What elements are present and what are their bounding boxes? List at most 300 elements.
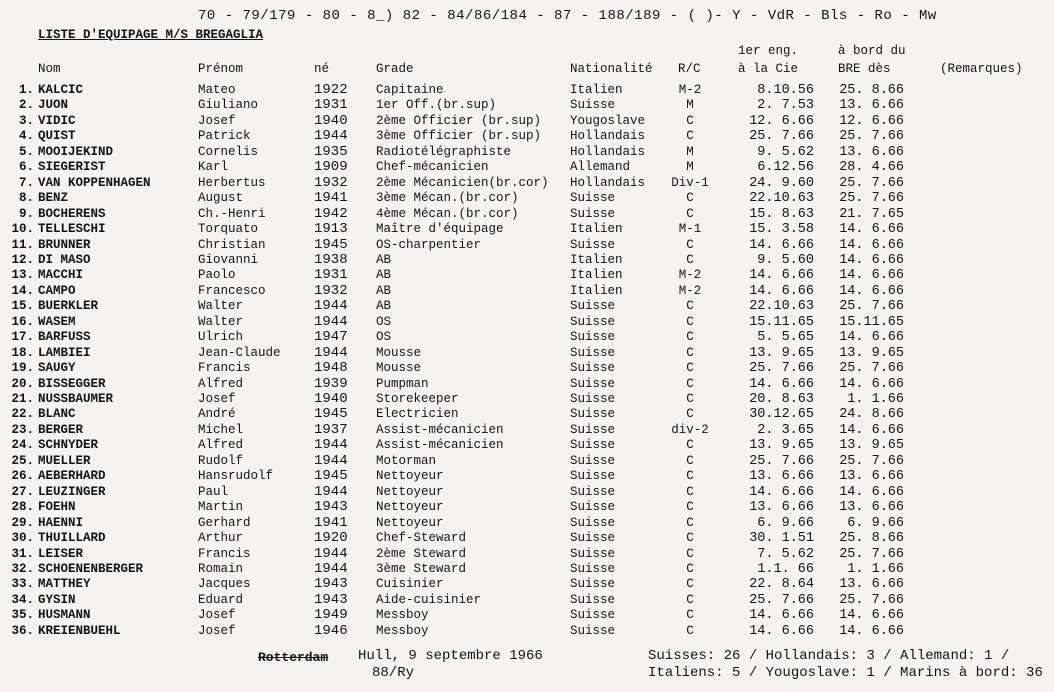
contract-code: C: [686, 453, 694, 468]
rank: Mousse: [376, 361, 422, 376]
rank: OS-charpentier: [376, 237, 482, 252]
nationality-summary-line2: Italiens: 5 / Yougoslave: 1 / Marins à bord: 36: [648, 665, 1043, 681]
table-row: [0, 191, 1054, 206]
on-board-date: 14. 6.66: [839, 422, 904, 438]
birth-year: 1944: [314, 560, 348, 577]
first-name: Cornelis: [198, 144, 259, 159]
first-name: Ulrich: [198, 330, 244, 345]
birth-year: 1935: [314, 143, 348, 160]
table-row: [0, 346, 1054, 361]
on-board-date: 13. 9.65: [839, 438, 904, 454]
first-name: Jacques: [198, 577, 251, 592]
contract-code: C: [686, 531, 694, 546]
table-row: [0, 176, 1054, 191]
first-engagement-date: 14. 6.66: [749, 237, 814, 253]
contract-code: C: [686, 361, 694, 376]
nationality-summary-line1: Suisses: 26 / Hollandais: 3 / Allemand: 1 /: [648, 648, 1010, 664]
first-engagement-date: 22.10.63: [749, 299, 814, 315]
rank: Cuisinier: [376, 577, 444, 592]
table-row: [0, 593, 1054, 608]
on-board-date: 13. 6.66: [839, 577, 904, 593]
surname: LEUZINGER: [38, 484, 106, 499]
first-engagement-date: 12. 6.66: [749, 113, 814, 129]
rank: Chef-mécanicien: [376, 160, 489, 175]
first-engagement-date: 22. 8.64: [749, 577, 814, 593]
on-board-date: 1. 1.66: [847, 392, 904, 407]
row-number: 21.: [11, 392, 34, 406]
contract-code: C: [686, 608, 694, 623]
first-name: Ch.-Henri: [198, 206, 266, 221]
col-header-eng-line1: 1er eng.: [738, 44, 799, 58]
table-row: [0, 469, 1054, 484]
nationality: Italien: [570, 268, 623, 283]
surname: SAUGY: [38, 361, 76, 376]
first-name: Walter: [198, 314, 244, 329]
first-name: Martin: [198, 500, 244, 515]
on-board-date: 14. 6.66: [839, 330, 904, 346]
birth-year: 1932: [314, 282, 348, 299]
on-board-date: 14. 6.66: [839, 222, 904, 238]
first-engagement-date: 2. 3.65: [757, 422, 814, 438]
nationality: Suisse: [570, 453, 616, 468]
rank: Nettoyeur: [376, 515, 444, 530]
table-row: [0, 330, 1054, 345]
first-engagement-date: 15. 3.58: [749, 222, 814, 238]
first-engagement-date: 7. 5.62: [757, 546, 814, 562]
nationality: Suisse: [570, 608, 616, 623]
rank: 4ème Mécan.(br.cor): [376, 206, 519, 221]
birth-year: 1943: [314, 499, 348, 516]
surname: BARFUSS: [38, 330, 91, 345]
rank: 2ème Steward: [376, 546, 467, 561]
table-row: [0, 624, 1054, 639]
birth-year: 1931: [314, 267, 348, 284]
first-engagement-date: 1.1. 66: [757, 561, 814, 577]
row-number: 8.: [18, 191, 34, 206]
contract-code: C: [686, 113, 694, 128]
rank: 2ème Mécanicien(br.cor): [376, 175, 549, 190]
first-name: Eduard: [198, 592, 244, 607]
row-number: 29.: [11, 515, 34, 530]
surname: HAENNI: [38, 515, 84, 530]
nationality: Hollandais: [570, 144, 646, 159]
rank: Pumpman: [376, 376, 429, 391]
on-board-date: 13. 6.66: [839, 98, 904, 114]
first-name: Josef: [198, 623, 236, 638]
first-engagement-date: 13. 6.66: [749, 500, 814, 516]
contract-code: Div-1: [671, 175, 709, 190]
on-board-date: 13. 9.65: [839, 345, 904, 361]
birth-year: 1947: [314, 329, 348, 346]
row-number: 24.: [11, 438, 34, 453]
first-engagement-date: 14. 6.66: [749, 376, 814, 392]
on-board-date: 25. 7.66: [839, 129, 904, 145]
first-engagement-date: 25. 7.66: [749, 129, 814, 145]
nationality: Suisse: [570, 438, 616, 453]
birth-year: 1937: [314, 421, 348, 438]
table-row: [0, 562, 1054, 577]
on-board-date: 25. 7.66: [839, 546, 904, 562]
table-row: [0, 608, 1054, 623]
nationality: Suisse: [570, 469, 616, 484]
surname: KREIENBUEHL: [38, 623, 121, 638]
first-name: Christian: [198, 237, 266, 252]
first-name: Francesco: [198, 283, 266, 298]
surname: QUIST: [38, 129, 76, 144]
nationality: Suisse: [570, 500, 616, 515]
birth-year: 1913: [314, 221, 348, 238]
surname: DI MASO: [38, 252, 91, 267]
rank: AB: [376, 268, 392, 283]
table-row: [0, 129, 1054, 144]
birth-year: 1909: [314, 159, 348, 176]
surname: BOCHERENS: [38, 206, 106, 221]
row-number: 31.: [11, 546, 34, 561]
row-number: 15.: [11, 299, 34, 314]
contract-code: C: [686, 376, 694, 391]
on-board-date: 14. 6.66: [839, 283, 904, 299]
surname: LEISER: [38, 546, 84, 561]
contract-code: div-2: [671, 422, 709, 437]
table-row: [0, 438, 1054, 453]
surname: BENZ: [38, 191, 69, 206]
struck-place-name: Rotterdam: [258, 650, 329, 665]
row-number: 28.: [11, 500, 34, 515]
first-engagement-date: 9. 5.62: [757, 144, 814, 160]
first-engagement-date: 13. 6.66: [749, 469, 814, 485]
col-header-nom: Nom: [38, 62, 61, 76]
surname: THUILLARD: [38, 531, 106, 546]
table-row: [0, 407, 1054, 422]
first-name: Francis: [198, 546, 251, 561]
first-name: André: [198, 407, 236, 422]
first-name: Michel: [198, 422, 244, 437]
contract-code: C: [686, 407, 694, 422]
contract-code: C: [686, 500, 694, 515]
surname: SCHOENENBERGER: [38, 561, 144, 576]
contract-code: M-1: [678, 222, 702, 237]
contract-code: C: [686, 592, 694, 607]
nationality: Suisse: [570, 361, 616, 376]
on-board-date: 24. 8.66: [839, 407, 904, 423]
contract-code: C: [686, 237, 694, 252]
contract-code: C: [686, 191, 694, 206]
rank: OS: [376, 330, 392, 345]
rank: Messboy: [376, 623, 429, 638]
first-engagement-date: 22.10.63: [749, 191, 814, 207]
place-and-date: Hull, 9 septembre 1966: [358, 648, 543, 664]
birth-year: 1944: [314, 545, 348, 562]
contract-code: M: [686, 160, 694, 175]
contract-code: C: [686, 577, 694, 592]
first-name: Arthur: [198, 531, 244, 546]
birth-year: 1940: [314, 391, 348, 407]
nationality: Suisse: [570, 546, 616, 561]
first-engagement-date: 14. 6.66: [749, 623, 814, 639]
nationality: Italien: [570, 283, 623, 298]
row-number: 9.: [18, 206, 34, 221]
nationality: Hollandais: [570, 129, 646, 144]
table-row: [0, 253, 1054, 268]
first-engagement-date: 6.12.56: [757, 160, 814, 176]
first-engagement-date: 14. 6.66: [749, 268, 814, 284]
birth-year: 1938: [314, 251, 348, 268]
nationality: Suisse: [570, 561, 616, 576]
nationality: Suisse: [570, 376, 616, 391]
rank: 3ème Officier (br.sup): [376, 129, 542, 144]
row-number: 11.: [11, 237, 34, 252]
table-row: [0, 500, 1054, 515]
on-board-date: 14. 6.66: [839, 268, 904, 284]
row-number: 32.: [11, 561, 34, 576]
nationality: Suisse: [570, 330, 616, 345]
reference-codes-line: 70 - 79/179 - 80 - 8_) 82 - 84/86/184 - 87 - 188/189 - ( )- Y - VdR - Bls - Ro - Mw: [198, 8, 937, 24]
row-number: 13.: [11, 268, 34, 283]
table-row: [0, 377, 1054, 392]
nationality: Allemand: [570, 160, 631, 175]
surname: SCHNYDER: [38, 438, 99, 453]
first-name: Josef: [198, 392, 236, 406]
on-board-date: 15.11.65: [839, 314, 904, 330]
on-board-date: 25. 8.66: [839, 531, 904, 547]
on-board-date: 25. 7.66: [839, 299, 904, 315]
on-board-date: 13. 6.66: [839, 500, 904, 516]
first-name: Josef: [198, 608, 236, 623]
rank: Storekeeper: [376, 392, 459, 406]
first-name: Karl: [198, 160, 229, 175]
first-engagement-date: 15.11.65: [749, 314, 814, 330]
rank: Motorman: [376, 453, 437, 468]
on-board-date: 28. 4.66: [839, 160, 904, 176]
table-row: [0, 392, 1054, 407]
nationality: Italien: [570, 252, 623, 267]
row-number: 16.: [11, 314, 34, 329]
row-number: 5.: [18, 144, 34, 159]
table-row: [0, 361, 1054, 376]
surname: CAMPO: [38, 283, 76, 298]
contract-code: C: [686, 345, 694, 360]
surname: BRUNNER: [38, 237, 91, 252]
first-engagement-date: 24. 9.60: [749, 175, 814, 191]
rank: Assist-mécanicien: [376, 438, 504, 453]
table-row: [0, 516, 1054, 531]
rank: 3ème Mécan.(br.cor): [376, 191, 519, 206]
contract-code: M-2: [678, 83, 702, 97]
rank: OS: [376, 314, 392, 329]
col-header-remarques: (Remarques): [940, 62, 1023, 76]
birth-year: 1945: [314, 406, 348, 423]
surname: BISSEGGER: [38, 376, 106, 391]
birth-year: 1932: [314, 174, 348, 191]
on-board-date: 14. 6.66: [839, 237, 904, 253]
birth-year: 1941: [314, 190, 348, 207]
first-engagement-date: 2. 7.53: [757, 98, 814, 114]
table-row: [0, 207, 1054, 222]
contract-code: C: [686, 484, 694, 499]
table-row: [0, 238, 1054, 253]
table-row: [0, 83, 1054, 98]
contract-code: C: [686, 623, 694, 638]
birth-year: 1941: [314, 514, 348, 531]
nationality: Suisse: [570, 422, 616, 437]
row-number: 7.: [18, 175, 34, 190]
contract-code: C: [686, 561, 694, 576]
first-name: Paolo: [198, 268, 236, 283]
rank: AB: [376, 299, 392, 314]
on-board-date: 25. 7.66: [839, 191, 904, 207]
on-board-date: 21. 7.65: [839, 206, 904, 222]
surname: NUSSBAUMER: [38, 392, 114, 406]
table-row: [0, 577, 1054, 592]
birth-year: 1945: [314, 236, 348, 253]
nationality: Suisse: [570, 299, 616, 314]
on-board-date: 14. 6.66: [839, 252, 904, 268]
first-engagement-date: 14. 6.66: [749, 283, 814, 299]
surname: FOEHN: [38, 500, 76, 515]
first-name: Francis: [198, 361, 251, 376]
surname: MATTHEY: [38, 577, 91, 592]
nationality: Suisse: [570, 206, 616, 221]
contract-code: C: [686, 546, 694, 561]
table-row: [0, 531, 1054, 546]
first-name: Alfred: [198, 376, 244, 391]
rank: Maître d'équipage: [376, 222, 504, 237]
first-name: Jean-Claude: [198, 345, 281, 360]
document-title: LISTE D'EQUIPAGE M/S BREGAGLIA: [38, 28, 264, 42]
surname: BLANC: [38, 407, 76, 422]
contract-code: M-2: [678, 268, 702, 283]
first-engagement-date: 8.10.56: [757, 83, 814, 98]
rank: Radiotélégraphiste: [376, 144, 512, 159]
nationality: Suisse: [570, 515, 616, 530]
row-number: 30.: [11, 531, 34, 546]
contract-code: C: [686, 469, 694, 484]
row-number: 27.: [11, 484, 34, 499]
row-number: 2.: [18, 98, 34, 113]
first-name: Paul: [198, 484, 229, 499]
table-row: [0, 547, 1054, 562]
row-number: 10.: [11, 222, 34, 237]
on-board-date: 6. 9.66: [847, 515, 904, 531]
first-name: Walter: [198, 299, 244, 314]
table-row: [0, 114, 1054, 129]
first-engagement-date: 5. 5.65: [757, 330, 814, 346]
surname: BERGER: [38, 422, 84, 437]
first-name: Josef: [198, 113, 236, 128]
birth-year: 1944: [314, 452, 348, 469]
row-number: 18.: [11, 345, 34, 360]
surname: MUELLER: [38, 453, 91, 468]
table-row: [0, 284, 1054, 299]
nationality: Yougoslave: [570, 113, 646, 128]
on-board-date: 14. 6.66: [839, 608, 904, 624]
first-name: Rudolf: [198, 453, 244, 468]
first-engagement-date: 25. 7.66: [749, 361, 814, 377]
col-header-bord-line1: à bord du: [838, 44, 906, 58]
row-number: 1.: [18, 83, 34, 97]
rank: Capitaine: [376, 83, 444, 97]
birth-year: 1943: [314, 591, 348, 608]
birth-year: 1922: [314, 82, 348, 98]
first-name: Alfred: [198, 438, 244, 453]
table-row: [0, 98, 1054, 113]
birth-year: 1944: [314, 313, 348, 330]
contract-code: C: [686, 392, 694, 406]
table-row: [0, 299, 1054, 314]
contract-code: C: [686, 299, 694, 314]
birth-year: 1944: [314, 437, 348, 454]
row-number: 12.: [11, 252, 34, 267]
birth-year: 1949: [314, 607, 348, 624]
first-engagement-date: 25. 7.66: [749, 453, 814, 469]
surname: LAMBIEI: [38, 345, 91, 360]
birth-year: 1944: [314, 483, 348, 500]
rank: Electricien: [376, 407, 459, 422]
contract-code: M: [686, 144, 694, 159]
row-number: 33.: [11, 577, 34, 592]
table-row: [0, 454, 1054, 469]
col-header-bord-line2: BRE dès: [838, 62, 891, 76]
first-engagement-date: 13. 9.65: [749, 438, 814, 454]
row-number: 3.: [18, 113, 34, 128]
nationality: Italien: [570, 83, 623, 97]
nationality: Suisse: [570, 531, 616, 546]
surname: MACCHI: [38, 268, 84, 283]
on-board-date: 14. 6.66: [839, 484, 904, 500]
rank: 3ème Steward: [376, 561, 467, 576]
row-number: 23.: [11, 422, 34, 437]
contract-code: C: [686, 129, 694, 144]
nationality: Suisse: [570, 345, 616, 360]
col-header-nationalite: Nationalité: [570, 62, 653, 76]
col-header-prenom: Prénom: [198, 62, 244, 76]
first-name: Hansrudolf: [198, 469, 274, 484]
surname: VAN KOPPENHAGEN: [38, 175, 151, 190]
table-row: [0, 145, 1054, 160]
table-row: [0, 222, 1054, 237]
on-board-date: 13. 6.66: [839, 144, 904, 160]
row-number: 19.: [11, 361, 34, 376]
on-board-date: 25. 7.66: [839, 175, 904, 191]
birth-year: 1944: [314, 128, 348, 145]
surname: VIDIC: [38, 113, 76, 128]
nationality: Suisse: [570, 623, 616, 638]
contract-code: M-2: [678, 283, 702, 298]
first-name: Romain: [198, 561, 244, 576]
on-board-date: 14. 6.66: [839, 376, 904, 392]
surname: HUSMANN: [38, 608, 91, 623]
first-name: Torquato: [198, 222, 259, 237]
table-row: [0, 160, 1054, 175]
surname: KALCIC: [38, 83, 84, 97]
row-number: 26.: [11, 469, 34, 484]
rank: Assist-mécanicien: [376, 422, 504, 437]
rank: Chef-Steward: [376, 531, 467, 546]
rank: 1er Off.(br.sup): [376, 98, 497, 113]
rank: AB: [376, 252, 392, 267]
first-engagement-date: 30.12.65: [749, 407, 814, 423]
birth-year: 1944: [314, 298, 348, 315]
rank: Messboy: [376, 608, 429, 623]
contract-code: C: [686, 330, 694, 345]
surname: GYSIN: [38, 592, 76, 607]
first-name: Gerhard: [198, 515, 251, 530]
nationality: Suisse: [570, 191, 616, 206]
birth-year: 1946: [314, 622, 348, 639]
rank: AB: [376, 283, 392, 298]
row-number: 35.: [11, 608, 34, 623]
col-header-rc: R/C: [678, 62, 701, 76]
